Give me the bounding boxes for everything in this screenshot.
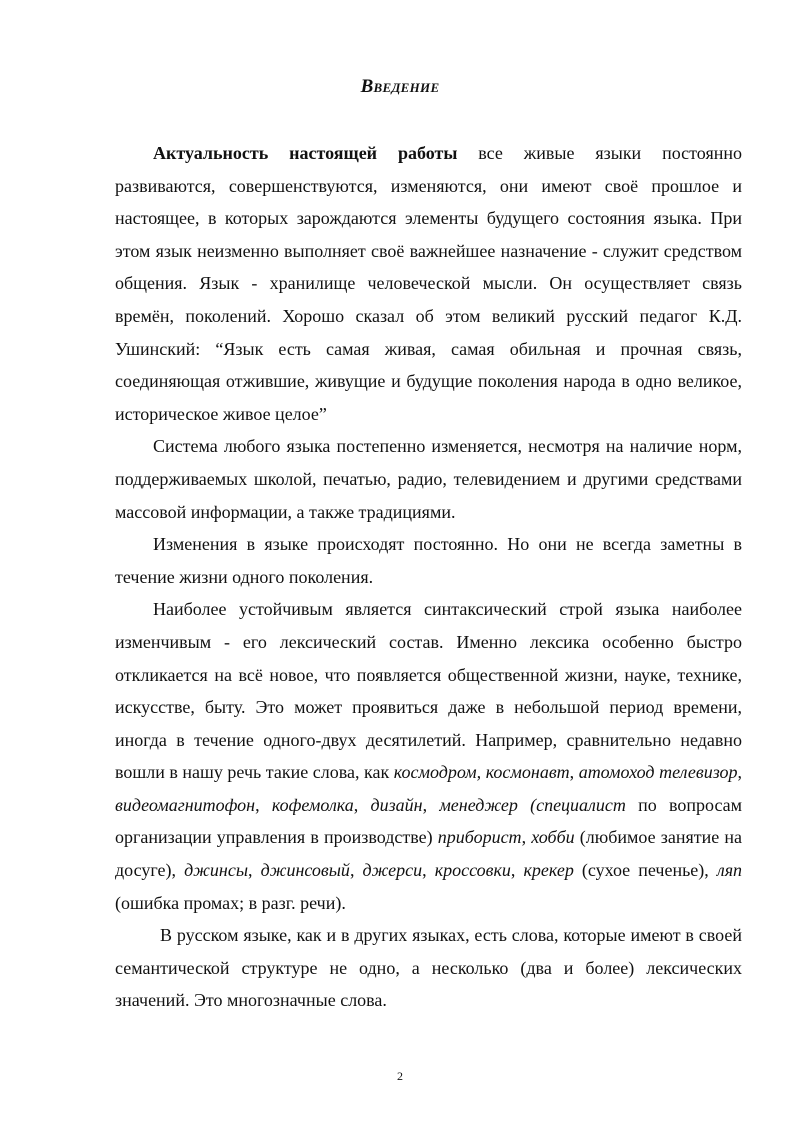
document-body (115, 137, 742, 1017)
text-segment: , (349, 860, 363, 881)
text-segment: , (510, 860, 524, 881)
example-word: менеджер (специалист (439, 794, 626, 815)
text-segment: (любимое занятие на досуге), (115, 827, 743, 881)
text-segment: , (255, 794, 272, 815)
text-segment: , (521, 827, 532, 848)
example-word: космодром, (393, 762, 482, 783)
example-word: кофемолка (271, 794, 354, 815)
text-segment: , (569, 762, 579, 783)
example-word: джерси (362, 860, 423, 881)
text-segment: Наиболее устойчивым является синтаксический строй языка наиболее изменчивым - его лексический состав. Именно лексика особенно быстро откликается на всё новое, что появляется общественной жизни, науке, технике, искусстве, быту. Это может проявиться даже в небольшой период времени, иногда в течение одного-двух десятилетий. Например, сравнительно недавно вошли в нашу речь такие слова, как (115, 599, 742, 783)
example-word: атомоход (578, 762, 655, 783)
text-segment: , (353, 794, 371, 815)
text-segment: , (422, 860, 435, 881)
page-number: 2 (397, 1069, 403, 1083)
paragraph-language-changes: Изменения в языке происходят постоянно. Но они не всегда заметны в течение жизни одного поколения. (115, 534, 742, 587)
paragraph-language-system: Система любого языка постепенно изменяется, несмотря на наличие норм, поддерживаемых школой, печатью, радио, телевидением и другими средствами массовой информации, а также традициями. (115, 436, 742, 522)
paragraph-lead: Актуальность настоящей работы (153, 143, 458, 163)
example-word: космонавт (485, 762, 570, 783)
example-word: дизайн (370, 794, 423, 815)
section-heading: Введение (360, 76, 440, 97)
example-word: телевизор (659, 762, 738, 783)
example-word: джинсовый (260, 860, 350, 881)
example-word: приборист (437, 827, 522, 848)
paragraph-polysemy: В русском языке, как и в других языках, есть слова, которые имеют в своей семантической структуре не одно, а несколько (два и более) лексических значений. Это многозначные слова. (115, 925, 742, 1011)
text-segment: , (422, 794, 440, 815)
paragraph-relevance (115, 137, 742, 430)
example-word: ляп (716, 860, 743, 881)
text-segment: (ошибка промах; в разг. речи). (115, 892, 346, 913)
text-segment: (сухое печенье), (573, 860, 717, 881)
example-word: видеомагнитофон (115, 794, 256, 815)
paragraph-text: все живые языки постоянно развиваются, совершенствуются, изменяются, они имеют своё прошлое и настоящее, в которых зарождаются элементы будущего состояния языка. При этом язык неизменно выполняет своё важнейшее назначение - служит средством общения. Язык - хранилище человеческой мысли. Он осуществляет связь времён, поколений. Хорошо сказал об этом великий русский педагог К.Д. Ушинский: “Язык есть самая живая, самая обильная и прочная связь, соединяющая отжившие, живущие и будущие поколения народа в одно великое, историческое живое целое” (115, 143, 742, 424)
example-word: крекер (523, 860, 574, 881)
paragraph-vocabulary (115, 593, 742, 919)
example-word: джинсы (184, 860, 249, 881)
text-segment: , (737, 762, 743, 783)
text-segment: , (248, 860, 261, 881)
text-segment: по вопросам организации управления в производстве) (115, 794, 743, 848)
example-word: кроссовки (434, 860, 511, 881)
example-word: хобби (531, 827, 575, 848)
